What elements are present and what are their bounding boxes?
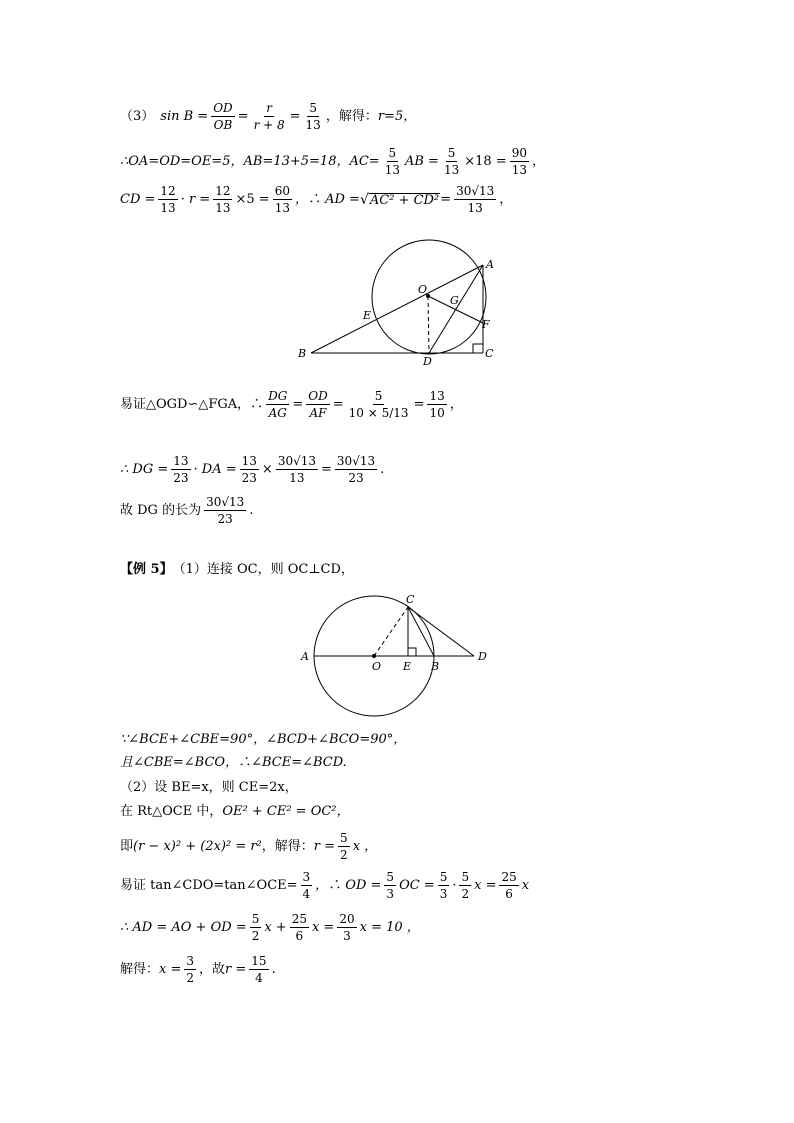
text: (r − x)² + (2x)² = r² <box>133 839 262 854</box>
fraction: $\frac{5}{2}$ <box>461 870 470 901</box>
text: · DA = <box>193 462 237 477</box>
solution-line-1: （3） sin B = $\frac{OD}{OB}$ = $\frac{r}{r + 8}$ = $\frac{5}{13}$ ，解得： r=5， <box>120 101 417 132</box>
label-D: D <box>478 650 487 663</box>
text: . <box>380 462 385 477</box>
text: ∴ DG = <box>120 462 169 477</box>
fraction: $\frac{r}{r + 8}$ <box>253 101 285 132</box>
text: 即 <box>120 839 134 854</box>
fraction: $\frac{25}{6}$ <box>291 912 307 943</box>
solution-line-8 <box>120 733 406 746</box>
fraction: $\frac{OD}{AF}$ <box>308 389 328 420</box>
math-text: sin B = <box>160 109 209 124</box>
fraction: $\frac{3}{4}$ <box>302 870 311 901</box>
text: · r = <box>180 192 211 207</box>
solution-line-11 <box>120 805 350 818</box>
example-5-heading <box>120 563 354 576</box>
fraction: $\frac{5}{2}$ <box>340 831 348 862</box>
label-O: O <box>372 660 382 673</box>
solution-line-15 <box>120 953 276 986</box>
text: = <box>440 192 452 207</box>
label-B: B <box>298 347 307 360</box>
fraction: $\frac{13}{23}$ <box>173 454 189 485</box>
text: r = <box>313 839 336 854</box>
text: ∵∠BCE+∠CBE=90°，∠BCD+∠BCO=90°， <box>120 732 407 747</box>
fraction: $\frac{30√13}{23}$ <box>336 454 376 485</box>
solution-line-13: 易证 tan∠CDO=tan∠OCE= $\frac{3}{4}$ ，∴ OD = $\frac{5}{3}$ OC = $\frac{5}{3}$ · $\frac{5}{2}$ x = $\frac{25}{6}$ x <box>120 870 530 901</box>
geometry-figure-2 <box>296 590 496 720</box>
fraction: $\frac{OD}{OB}$ <box>213 101 233 132</box>
text: ×5 = <box>235 192 270 207</box>
text: （2）设 BE=x，则 CE=2x， <box>120 780 298 795</box>
fraction: $\frac{12}{13}$ <box>160 184 176 215</box>
text: AB = <box>404 154 439 169</box>
text: OE² + CE² = OC²， <box>222 804 350 819</box>
fraction: $\frac{60}{13}$ <box>274 184 290 215</box>
text: x + <box>264 920 287 935</box>
label-C: C <box>406 593 415 606</box>
text: 解得： <box>120 962 160 977</box>
text: ，解得： <box>261 839 314 854</box>
fraction: $\frac{5}{13}$ <box>384 146 400 177</box>
solution-line-2 <box>120 145 545 178</box>
text: . <box>271 962 276 977</box>
solution-line-3 <box>120 183 512 216</box>
text: ，故 <box>199 962 226 977</box>
fraction: $\frac{13}{23}$ <box>241 454 257 485</box>
text: 故 DG 的长为 <box>120 503 202 518</box>
text: ，∴ AD = <box>294 192 360 207</box>
text: r = <box>225 962 247 977</box>
solution-line-5: ∴ DG = $\frac{13}{23}$ · DA = $\frac{13}{23}$ × $\frac{30√13}{13}$ = $\frac{30√13}{23}$ . <box>120 454 385 485</box>
text: x = 10 ， <box>359 920 420 935</box>
square-root: √ AC² + CD² <box>359 191 440 208</box>
fraction: $\frac{5}{2}$ <box>251 912 260 943</box>
label-E: E <box>403 660 412 673</box>
text: ， <box>531 154 545 169</box>
fraction: $\frac{30√13}{23}$ <box>206 495 245 526</box>
label-A: A <box>486 258 494 271</box>
fraction: $\frac{90}{13}$ <box>511 146 527 177</box>
text: 易证 tan∠CDO=tan∠OCE= <box>120 878 298 893</box>
text: . <box>249 503 254 518</box>
text: x = <box>474 878 497 893</box>
fraction: $\frac{30√13}{13}$ <box>277 454 317 485</box>
text: 易证△OGD∽△FGA，∴ <box>120 397 264 412</box>
text: ∴ AD = AO + OD = <box>120 920 247 935</box>
text: x ， <box>352 839 378 854</box>
solution-line-14 <box>120 911 420 944</box>
text: CD = <box>120 192 156 207</box>
text: ，解得： <box>325 109 378 124</box>
text: ， <box>449 397 463 412</box>
fraction: $\frac{5}{13}$ <box>305 101 321 132</box>
text: OC = <box>399 878 435 893</box>
text: 且∠CBE=∠BCO，∴∠BCE=∠BCD. <box>120 755 347 770</box>
text: x = <box>311 920 335 935</box>
fraction: $\frac{30√13}{13}$ <box>456 184 495 215</box>
text: ∴OA=OD=OE=5，AB=13+5=18，AC= <box>120 154 380 169</box>
fraction: $\frac{5}{10 \times 5/13}$ <box>348 389 409 420</box>
solution-line-4: 易证△OGD∽△FGA，∴ $\frac{DG}{AG}$ = $\frac{OD}{AF}$ = $\frac{5}{10 \times 5/13}$ = $\frac{13}{10}$ ， <box>120 389 463 420</box>
fraction: $\frac{5}{3}$ <box>386 870 395 901</box>
label-C: C <box>485 347 494 360</box>
fraction: $\frac{5}{13}$ <box>443 146 460 177</box>
fraction: $\frac{5}{3}$ <box>439 870 448 901</box>
text: r=5， <box>377 109 417 124</box>
label-O: O <box>418 283 428 296</box>
solution-line-10 <box>120 781 298 794</box>
fraction: $\frac{15}{4}$ <box>251 954 267 985</box>
text: （1）连接 OC，则 OC⊥CD， <box>172 562 354 577</box>
fraction: $\frac{25}{6}$ <box>501 870 517 901</box>
label-E: E <box>363 309 372 322</box>
solution-line-6 <box>120 494 253 527</box>
label-A: A <box>301 650 309 663</box>
fraction: $\frac{DG}{AG}$ <box>268 389 288 420</box>
text: ，∴ OD = <box>315 878 382 893</box>
label-B: B <box>431 660 440 673</box>
geometry-figure-1 <box>290 222 510 367</box>
fraction: $\frac{3}{2}$ <box>186 954 195 985</box>
part-label: （3） <box>120 109 155 124</box>
solution-line-12 <box>120 830 377 863</box>
fraction: $\frac{13}{10}$ <box>429 389 445 420</box>
text: 在 Rt△OCE 中， <box>120 804 223 819</box>
text: ， <box>499 192 513 207</box>
text: x <box>521 878 530 893</box>
text: ×18 = <box>464 154 507 169</box>
label-G: G <box>450 294 459 307</box>
example-label: 【例 5】 <box>120 562 173 577</box>
fraction: $\frac{12}{13}$ <box>215 184 231 215</box>
solution-line-9 <box>120 756 347 769</box>
text: x = <box>159 962 182 977</box>
label-D: D <box>423 355 432 367</box>
label-F: F <box>482 318 490 331</box>
fraction: $\frac{20}{3}$ <box>339 912 355 943</box>
